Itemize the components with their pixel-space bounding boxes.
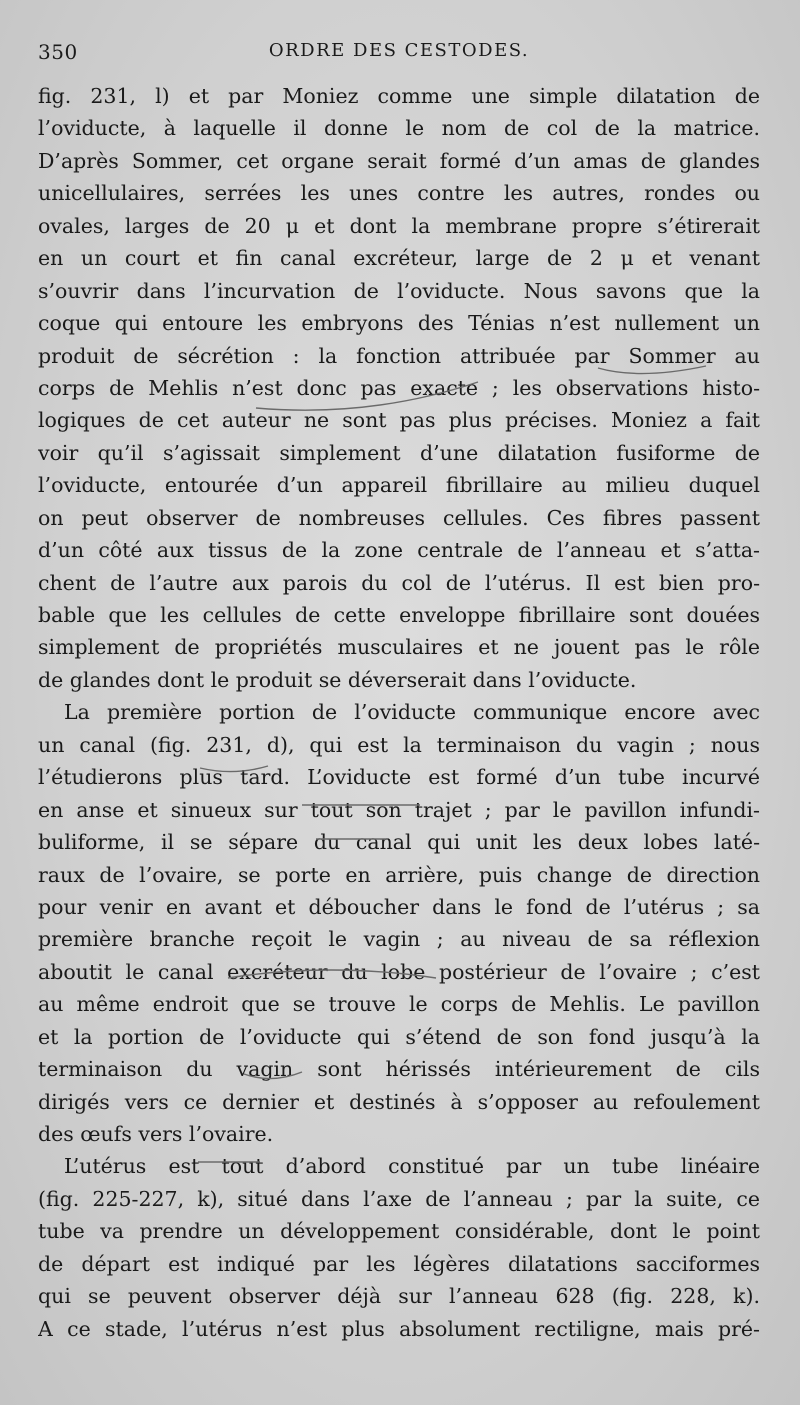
running-title: ORDRE DES CESTODES. (268, 40, 530, 61)
text-line: et la portion de l’oviducte qui s’étend de son fond jusqu’à la (38, 1024, 760, 1049)
text-line: logiques de cet auteur ne sont pas plus précises. Moniez a fait (38, 408, 760, 433)
text-line: on peut observer de nombreuses cellules. Ces fibres passent (38, 505, 760, 530)
text-line: D’après Sommer, cet organe serait formé d’un amas de glandes (38, 148, 760, 173)
text-line: chent de l’autre aux parois du col de l’utérus. Il est bien pro- (38, 570, 760, 595)
text-line: simplement de propriétés musculaires et ne jouent pas le rôle (38, 635, 760, 660)
text-line: L’utérus est tout d’abord constitué par un tube linéaire (64, 1154, 760, 1179)
text-line: tube va prendre un développement considérable, dont le point (38, 1219, 760, 1244)
body-text (38, 80, 760, 1345)
text-line: terminaison du vagin sont hérissés intérieurement de cils (38, 1057, 760, 1082)
text-line: coque qui entoure les embryons des Ténias n’est nullement un (38, 311, 760, 336)
text-line: ovales, larges de 20 μ et dont la membrane propre s’étirerait (38, 213, 760, 238)
text-line: s’ouvrir dans l’incurvation de l’oviducte. Nous savons que la (38, 278, 760, 303)
text-line: qui se peuvent observer déjà sur l’anneau 628 (fig. 228, k). (38, 1284, 760, 1309)
page-header (38, 40, 760, 70)
text-line: buliforme, il se sépare du canal qui unit les deux lobes laté- (38, 830, 760, 855)
text-line: pour venir en avant et déboucher dans le fond de l’utérus ; sa (38, 894, 760, 919)
text-line: de départ est indiqué par les légères dilatations sacciformes (38, 1251, 760, 1276)
text-line: au même endroit que se trouve le corps de Mehlis. Le pavillon (38, 992, 760, 1017)
text-line: unicellulaires, serrées les unes contre les autres, rondes ou (38, 181, 760, 206)
text-line: des œufs vers l’ovaire. (38, 1122, 274, 1146)
text-line: produit de sécrétion : la fonction attribuée par Sommer au (38, 343, 760, 368)
text-line: première branche reçoit le vagin ; au niveau de sa réflexion (38, 927, 760, 952)
text-line: l’oviducte, entourée d’un appareil fibrillaire au milieu duquel (38, 473, 760, 498)
text-line: l’étudierons plus tard. L’oviducte est formé d’un tube incurvé (38, 765, 760, 790)
text-line: l’oviducte, à laquelle il donne le nom de col de la matrice. (38, 116, 760, 141)
text-line: bable que les cellules de cette enveloppe fibrillaire sont douées (38, 603, 760, 627)
text-line: de glandes dont le produit se déverserait dans l’oviducte. (38, 667, 637, 692)
text-line: en un court et fin canal excréteur, large de 2 μ et venant (38, 246, 760, 271)
text-line: un canal (fig. 231, d), qui est la terminaison du vagin ; nous (38, 732, 760, 757)
text-line: La première portion de l’oviducte communique encore avec (64, 700, 760, 725)
text-line: dirigés vers ce dernier et destinés à s’opposer au refoulement (38, 1089, 760, 1114)
page-number: 350 (38, 40, 78, 64)
text-line: (fig. 225-227, k), situé dans l’axe de l’anneau ; par la suite, ce (38, 1186, 760, 1211)
text-line: A ce stade, l’utérus n’est plus absolument rectiligne, mais pré- (38, 1316, 760, 1341)
text-line: raux de l’ovaire, se porte en arrière, puis change de direction (38, 862, 760, 887)
text-line: aboutit le canal excréteur du lobe postérieur de l’ovaire ; c’est (38, 959, 760, 984)
text-line: voir qu’il s’agissait simplement d’une dilatation fusiforme de (38, 440, 760, 465)
text-line: d’un côté aux tissus de la zone centrale de l’anneau et s’atta- (38, 538, 760, 563)
text-line: en anse et sinueux sur tout son trajet ; par le pavillon infundi- (38, 797, 760, 822)
text-line: fig. 231, l) et par Moniez comme une simple dilatation de (38, 84, 760, 108)
text-line: corps de Mehlis n’est donc pas exacte ; les observations histo- (38, 375, 760, 400)
